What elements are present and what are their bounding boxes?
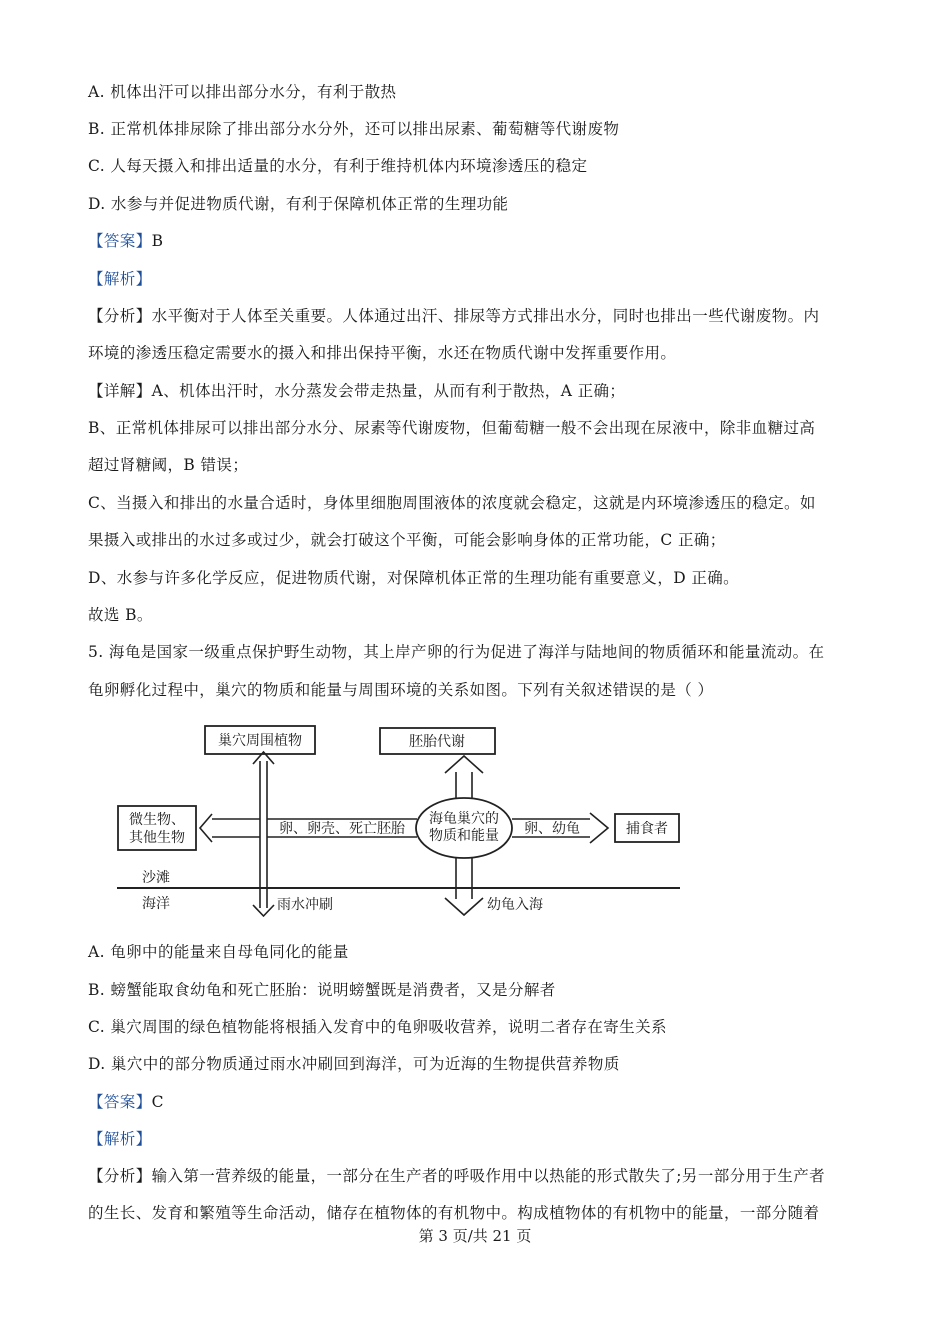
option-a: A. 机体出汗可以排出部分水分，有利于散热	[88, 83, 397, 101]
xiangjie-line-c1: C、当摄入和排出的水量合适时，身体里细胞周围液体的浓度就会稳定，这就是内环境渗透压的稳定。如	[88, 494, 816, 512]
analysis-tag: 【解析】	[88, 270, 152, 288]
option-5d: D. 巢穴中的部分物质通过雨水冲刷回到海洋，可为近海的生物提供营养物质	[88, 1055, 620, 1073]
answer-2-tag: 【答案】	[88, 1093, 152, 1111]
option-5b: B. 螃蟹能取食幼龟和死亡胚胎：说明螃蟹既是消费者，又是分解者	[88, 981, 556, 999]
option-5a: A. 龟卵中的能量来自母龟同化的能量	[88, 943, 349, 961]
rain-label: 雨水冲刷	[277, 897, 333, 913]
fenxi-2-line-1	[88, 1165, 825, 1187]
plants-label: 巢穴周围植物	[218, 733, 302, 749]
fenxi-2-tag: 【分析】	[88, 1167, 152, 1185]
xiangjie-line-b1: B、正常机体排尿可以排出部分水分、尿素等代谢废物，但葡萄糖一般不会出现在尿液中，除非血糖过高	[88, 419, 816, 437]
option-b: B. 正常机体排尿除了排出部分水分外，还可以排出尿素、葡萄糖等代谢废物	[88, 120, 620, 138]
conclusion: 故选 B。	[88, 606, 153, 624]
hatch-label: 幼龟入海	[487, 897, 543, 913]
answer-line	[88, 230, 163, 252]
hatch-arrow-head	[445, 898, 483, 915]
ocean-label: 海洋	[142, 896, 170, 912]
nest-energy-diagram	[112, 716, 692, 926]
answer-tag: 【答案】	[88, 232, 152, 250]
xiangjie-line-a	[88, 380, 625, 402]
predator-label: 捕食者	[626, 821, 668, 837]
analysis-2-tag: 【解析】	[88, 1130, 152, 1148]
page-footer: 第 3 页/共 21 页	[418, 1227, 532, 1245]
fenxi-2-line-2: 的生长、发育和繁殖等生命活动，储存在植物体的有机物中。构成植物体的有机物中的能量，一部分随着	[88, 1204, 820, 1222]
answer-2-line	[88, 1091, 164, 1113]
xiangjie-tag: 【详解】	[88, 382, 152, 400]
microbes-label-2: 其他生物	[129, 830, 185, 846]
answer-2-value: C	[151, 1093, 164, 1111]
fenxi-line-2: 环境的渗透压稳定需要水的摄入和排出保持平衡，水还在物质代谢中发挥重要作用。	[88, 344, 677, 362]
right-flow-arrow-head	[590, 813, 608, 843]
left-flow-arrow-head	[200, 814, 212, 842]
xiangjie-text: A、机体出汗时，水分蒸发会带走热量，从而有利于散热，A 正确；	[151, 382, 626, 400]
question-5-line-1: 5. 海龟是国家一级重点保护野生动物，其上岸产卵的行为促进了海洋与陆地间的物质循环和能量流动。在	[88, 643, 825, 661]
nest-label-2: 物质和能量	[429, 828, 499, 844]
option-5c: C. 巢穴周围的绿色植物能将根插入发育中的龟卵吸收营养，说明二者存在寄生关系	[88, 1018, 667, 1036]
fenxi-tag: 【分析】	[88, 307, 152, 325]
option-c: C. 人每天摄入和排出适量的水分，有利于维持机体内环境渗透压的稳定	[88, 157, 588, 175]
answer-value: B	[151, 232, 164, 250]
xiangjie-line-c2: 果摄入或排出的水过多或过少，就会打破这个平衡，可能会影响身体的正常功能，C 正确；	[88, 531, 726, 549]
fenxi-line-1	[88, 305, 819, 327]
right-flow-label: 卵、幼龟	[524, 821, 580, 837]
beach-label: 沙滩	[142, 870, 170, 886]
fenxi-2-text: 输入第一营养级的能量，一部分在生产者的呼吸作用中以热能的形式散失了;另一部分用于生产者	[151, 1167, 826, 1185]
xiangjie-line-b2: 超过肾糖阈，B 错误；	[88, 456, 249, 474]
option-d: D. 水参与并促进物质代谢，有利于保障机体正常的生理功能	[88, 195, 509, 213]
nest-label-1: 海龟巢穴的	[429, 811, 499, 827]
embryo-label: 胚胎代谢	[409, 734, 465, 750]
rain-arrow-down	[253, 905, 274, 916]
left-flow-label: 卵、卵壳、死亡胚胎	[279, 821, 405, 837]
embryo-arrow-head	[445, 756, 483, 773]
question-5-line-2: 龟卵孵化过程中，巢穴的物质和能量与周围环境的关系如图。下列有关叙述错误的是（ ）	[88, 681, 714, 699]
fenxi-text: 水平衡对于人体至关重要。人体通过出汗、排尿等方式排出水分，同时也排出一些代谢废物。内	[151, 307, 820, 325]
xiangjie-line-d: D、水参与许多化学反应，促进物质代谢，对保障机体正常的生理功能有重要意义，D 正确。	[88, 569, 740, 587]
microbes-label-1: 微生物、	[129, 812, 185, 828]
